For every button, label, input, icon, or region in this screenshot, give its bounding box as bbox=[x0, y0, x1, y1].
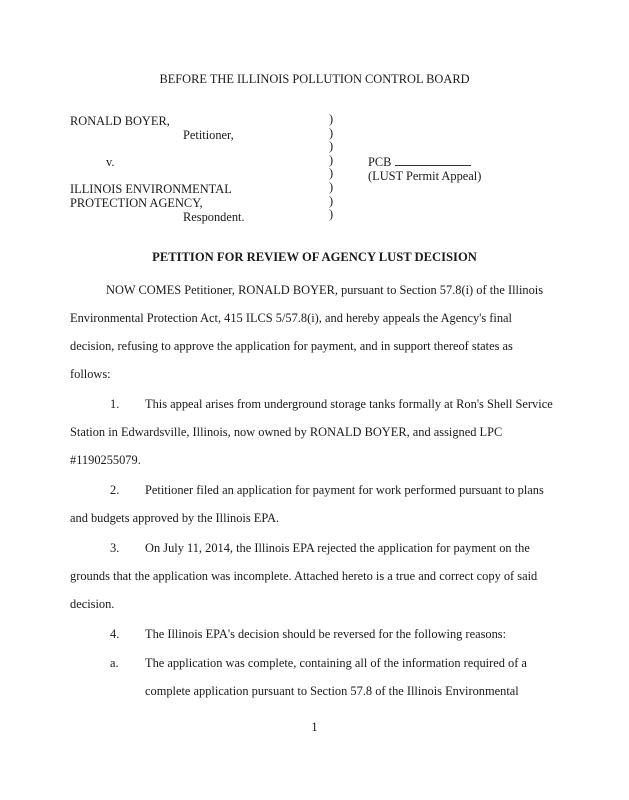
intro-line: Environmental Protection Act, 415 ILCS 5/57.8(i), and hereby appeals the Agency's final bbox=[70, 311, 512, 325]
paren: ) bbox=[329, 125, 334, 140]
paragraph-line: The Illinois EPA's decision should be reversed for the following reasons: bbox=[145, 627, 507, 641]
paragraph-number: 3. bbox=[110, 541, 120, 555]
caption-parentheses bbox=[329, 113, 333, 222]
paren: ) bbox=[329, 179, 334, 194]
respondent-name-line1: ILLINOIS ENVIRONMENTAL bbox=[70, 182, 232, 196]
paren: ) bbox=[329, 139, 334, 154]
paragraph-line: On July 11, 2014, the Illinois EPA rejected the application for payment on the bbox=[145, 541, 530, 555]
case-type: (LUST Permit Appeal) bbox=[368, 169, 482, 183]
respondent-role: Respondent. bbox=[183, 210, 245, 224]
sub-item-letter: a. bbox=[110, 656, 119, 670]
paragraph-line: Petitioner filed an application for payment for work performed pursuant to plans bbox=[145, 483, 544, 497]
sub-item-line: The application was complete, containing all of the information required of a bbox=[145, 656, 527, 670]
document-title: PETITION FOR REVIEW OF AGENCY LUST DECISION bbox=[152, 250, 477, 264]
court-heading: BEFORE THE ILLINOIS POLLUTION CONTROL BOARD bbox=[159, 72, 470, 86]
intro-line: NOW COMES Petitioner, RONALD BOYER, pursuant to Section 57.8(i) of the Illinois bbox=[106, 283, 544, 297]
pcb-number-blank bbox=[395, 155, 471, 166]
paragraph-line: Station in Edwardsville, Illinois, now owned by RONALD BOYER, and assigned LPC bbox=[70, 425, 503, 439]
paragraph-line: grounds that the application was incomplete. Attached hereto is a true and correct copy of said bbox=[70, 569, 538, 583]
pcb-number-field bbox=[368, 155, 471, 169]
sub-item-line: complete application pursuant to Section 57.8 of the Illinois Environmental bbox=[145, 684, 519, 698]
paragraph-line: This appeal arises from underground storage tanks formally at Ron's Shell Service bbox=[145, 397, 553, 411]
paragraph-number: 4. bbox=[110, 627, 120, 641]
intro-line: follows: bbox=[70, 367, 111, 381]
petitioner-name: RONALD BOYER, bbox=[70, 114, 170, 128]
page-number: 1 bbox=[311, 720, 318, 734]
paren: ) bbox=[329, 207, 334, 222]
paren: ) bbox=[329, 166, 334, 181]
intro-line: decision, refusing to approve the application for payment, and in support thereof states as bbox=[70, 339, 513, 353]
petitioner-role: Petitioner, bbox=[183, 128, 234, 142]
paragraph-number: 2. bbox=[110, 483, 120, 497]
respondent-name-line2: PROTECTION AGENCY, bbox=[70, 196, 203, 210]
paren: ) bbox=[329, 152, 334, 167]
paren: ) bbox=[329, 112, 334, 126]
paragraph-line: and budgets approved by the Illinois EPA. bbox=[70, 511, 280, 525]
paren: ) bbox=[329, 193, 334, 208]
paragraph-number: 1. bbox=[110, 397, 120, 411]
paragraph-line: decision. bbox=[70, 597, 115, 611]
versus: v. bbox=[106, 155, 115, 169]
pcb-label: PCB bbox=[368, 155, 392, 169]
paragraph-line: #1190255079. bbox=[70, 453, 141, 467]
